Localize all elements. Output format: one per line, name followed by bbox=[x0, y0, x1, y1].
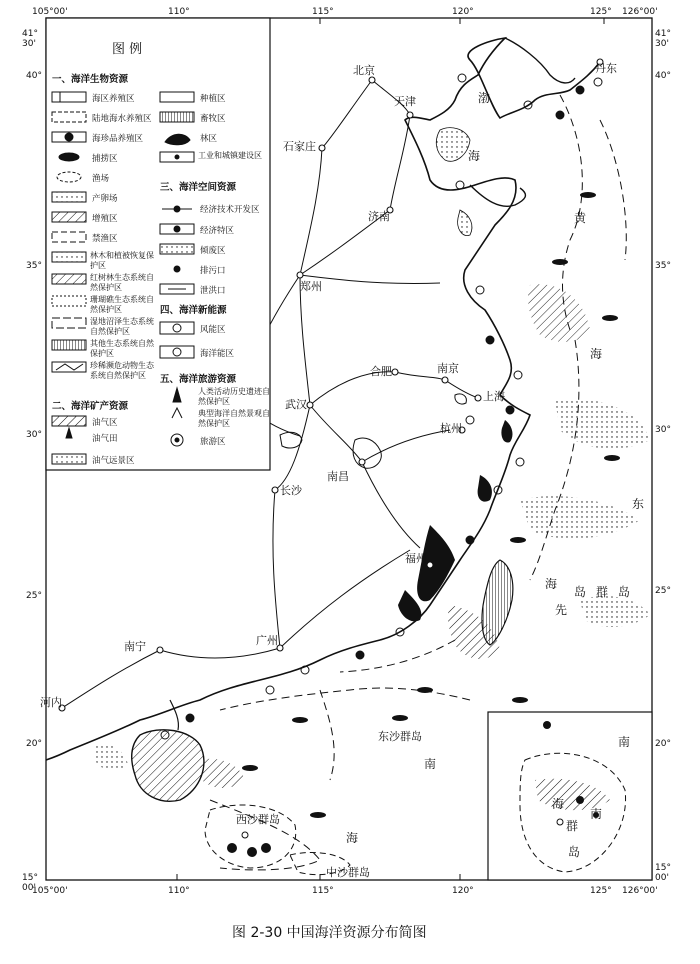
top-coord-126: 126°00' bbox=[622, 7, 658, 17]
lat-left-20: 20° bbox=[26, 739, 42, 749]
city-shijiazhuang: 石家庄 bbox=[283, 140, 316, 153]
legend-item-spawning: 产卵场 bbox=[92, 194, 118, 204]
bottom-coord-115: 115° bbox=[312, 886, 334, 896]
bottom-coord-125: 125° bbox=[590, 886, 612, 896]
legend-item-sea-aquaculture: 海区养殖区 bbox=[92, 94, 135, 104]
sea-dao1: 岛 bbox=[574, 585, 587, 599]
inset-nan2: 南 bbox=[590, 807, 603, 821]
top-coord-115: 115° bbox=[312, 7, 334, 17]
legend-item-sez: 经济特区 bbox=[200, 226, 235, 236]
top-coord-105: 105°00' bbox=[32, 7, 68, 17]
legend-item-breeding: 增殖区 bbox=[92, 214, 118, 224]
top-coord-125: 125° bbox=[590, 7, 612, 17]
lat-right-30: 30° bbox=[655, 425, 671, 435]
inset-nan: 南 bbox=[618, 735, 631, 749]
legend-item-wetland-wrap bbox=[90, 317, 160, 339]
xisha-symbols bbox=[227, 832, 271, 857]
legend-item-oil-gas-field: 油气田 bbox=[92, 434, 118, 444]
sea-xian: 先 bbox=[555, 603, 568, 617]
legend-item-heritage: 人类活动历史遗迹自然保护区 bbox=[198, 387, 270, 406]
city-zhengzhou: 郑州 bbox=[300, 280, 322, 293]
shandong-peninsula bbox=[470, 185, 525, 206]
legend-item-planting: 种植区 bbox=[200, 94, 226, 104]
legend-item-rare-animal: 珍稀濒危动物生态系统自然保护区 bbox=[90, 361, 154, 380]
legend-item-mangrove-wrap bbox=[90, 273, 160, 295]
legend-item-ocean-energy: 海洋能区 bbox=[200, 349, 235, 359]
sea-nan-hai: 海 bbox=[346, 831, 359, 845]
legend-item-coral: 珊瑚礁生态系统自然保护区 bbox=[90, 295, 154, 314]
sea-dong-hai: 海 bbox=[545, 577, 558, 591]
legend-item-econ-dev: 经济技术开发区 bbox=[200, 205, 260, 215]
top-coord-120: 120° bbox=[452, 7, 474, 17]
label-dongsha: 东沙群岛 bbox=[378, 730, 422, 743]
city-shanghai: 上海 bbox=[483, 390, 505, 403]
city-wuhan: 武汉 bbox=[285, 398, 307, 411]
legend-section-energy: 四、海洋新能源 bbox=[160, 305, 227, 316]
legend-item-flood-outlet: 泄洪口 bbox=[200, 286, 226, 296]
lat-right-20: 20° bbox=[655, 739, 671, 749]
liaodong-peninsula bbox=[505, 38, 575, 83]
legend-item-oil-gas-prospect: 油气远景区 bbox=[92, 456, 135, 466]
legend-item-sewage: 排污口 bbox=[200, 266, 226, 276]
city-fuzhou: 福州 bbox=[405, 552, 427, 565]
city-hanoi: 河内 bbox=[40, 696, 62, 709]
legend-item-mangrove: 红树林生态系统自然保护区 bbox=[90, 273, 154, 292]
bottom-coord-120: 120° bbox=[452, 886, 474, 896]
city-guangzhou: 广州 bbox=[256, 634, 278, 647]
city-hefei: 合肥 bbox=[370, 365, 392, 378]
city-hangzhou: 杭州 bbox=[440, 422, 462, 435]
legend-item-fishing: 捕捞区 bbox=[92, 154, 118, 164]
legend-item-heritage-wrap bbox=[198, 387, 270, 409]
sea-nan: 南 bbox=[424, 757, 437, 771]
legend-item-oil-gas-area: 油气区 bbox=[92, 418, 118, 428]
inset-hai: 海 bbox=[552, 797, 565, 811]
sea-qun1: 群 bbox=[596, 585, 609, 599]
legend-item-fishery: 渔场 bbox=[92, 174, 110, 184]
lat-right-41: 41° 30' bbox=[655, 29, 671, 49]
legend-section-space: 三、海洋空间资源 bbox=[160, 182, 237, 193]
sea-bo: 渤 bbox=[478, 91, 491, 105]
inset-dao: 岛 bbox=[568, 845, 581, 859]
legend-item-tourism: 旅游区 bbox=[200, 437, 226, 447]
legend-item-other-eco: 其他生态系统自然保护区 bbox=[90, 339, 154, 358]
city-dandong: 丹东 bbox=[595, 62, 617, 75]
bottom-coord-110: 110° bbox=[168, 886, 190, 896]
lat-right-25: 25° bbox=[655, 586, 671, 596]
city-changsha: 长沙 bbox=[280, 484, 302, 497]
legend-section-mineral: 二、海洋矿产资源 bbox=[52, 401, 129, 412]
legend-title: 图 例 bbox=[112, 42, 143, 57]
city-nanjing: 南京 bbox=[437, 362, 459, 375]
city-tianjin: 天津 bbox=[394, 95, 416, 108]
legend-item-landscape: 典型海洋自然景观自然保护区 bbox=[198, 409, 270, 428]
lat-left-25: 25° bbox=[26, 591, 42, 601]
legend-item-seafood-treasure: 海珍品养殖区 bbox=[92, 134, 144, 144]
bottom-coord-105: 105°00' bbox=[32, 886, 68, 896]
label-zhongsha: 中沙群岛 bbox=[326, 866, 370, 879]
lat-left-15: 15° 00' bbox=[22, 873, 38, 893]
lat-left-40: 40° bbox=[26, 71, 42, 81]
legend-item-dumping: 倾废区 bbox=[200, 246, 226, 256]
legend-item-livestock: 畜牧区 bbox=[200, 114, 226, 124]
figure-caption: 图 2-30 中国海洋资源分布简图 bbox=[232, 925, 427, 941]
legend-item-rare-animal-wrap bbox=[90, 361, 160, 383]
lake-tai bbox=[455, 394, 466, 404]
bottom-coord-126: 126°00' bbox=[622, 886, 658, 896]
lat-left-30: 30° bbox=[26, 430, 42, 440]
legend-item-land-aquaculture: 陆地海水养殖区 bbox=[92, 114, 152, 124]
city-nanchang: 南昌 bbox=[327, 470, 349, 483]
sea-dao2: 岛 bbox=[618, 585, 631, 599]
lat-right-40: 40° bbox=[655, 71, 671, 81]
hainan bbox=[132, 730, 204, 801]
sea-huang: 黄 bbox=[574, 211, 587, 225]
legend-item-forest-restore: 林木和植被恢复保护区 bbox=[90, 251, 154, 270]
legend-item-no-fishing: 禁渔区 bbox=[92, 234, 118, 244]
legend-section-tour: 五、海洋旅游资源 bbox=[160, 374, 237, 385]
inset-qun: 群 bbox=[566, 819, 579, 833]
lake-dongting bbox=[280, 432, 302, 448]
top-coord-110: 110° bbox=[168, 7, 190, 17]
legend-item-other-eco-wrap bbox=[90, 339, 160, 361]
legend-item-forest-restore-wrap bbox=[90, 251, 160, 273]
city-jinan: 济南 bbox=[368, 210, 390, 223]
city-nanning: 南宁 bbox=[124, 640, 146, 653]
legend-section-bio: 一、海洋生物资源 bbox=[52, 74, 129, 85]
lat-left-41: 41° 30' bbox=[22, 29, 38, 49]
legend-item-coral-wrap bbox=[90, 295, 160, 317]
sea-huang-hai: 海 bbox=[590, 347, 603, 361]
legend-item-forest: 林区 bbox=[200, 134, 218, 144]
sea-dong: 东 bbox=[632, 497, 645, 511]
legend-item-wind: 风能区 bbox=[200, 325, 226, 335]
legend-item-wetland: 湿地沼泽生态系统自然保护区 bbox=[90, 317, 154, 336]
lat-left-35: 35° bbox=[26, 261, 42, 271]
legend-item-landscape-wrap bbox=[198, 409, 270, 431]
lat-right-35: 35° bbox=[655, 261, 671, 271]
legend bbox=[46, 18, 270, 470]
city-beijing: 北京 bbox=[353, 64, 375, 77]
legend-item-industrial: 工业和城镇建设区 bbox=[198, 151, 262, 160]
sea-bo-hai: 海 bbox=[468, 149, 481, 163]
leizhou-peninsula bbox=[170, 700, 178, 730]
label-xisha: 西沙群岛 bbox=[236, 813, 280, 826]
lat-right-15: 15° 00' bbox=[655, 863, 671, 883]
legend-item-industrial-wrap bbox=[198, 151, 270, 173]
